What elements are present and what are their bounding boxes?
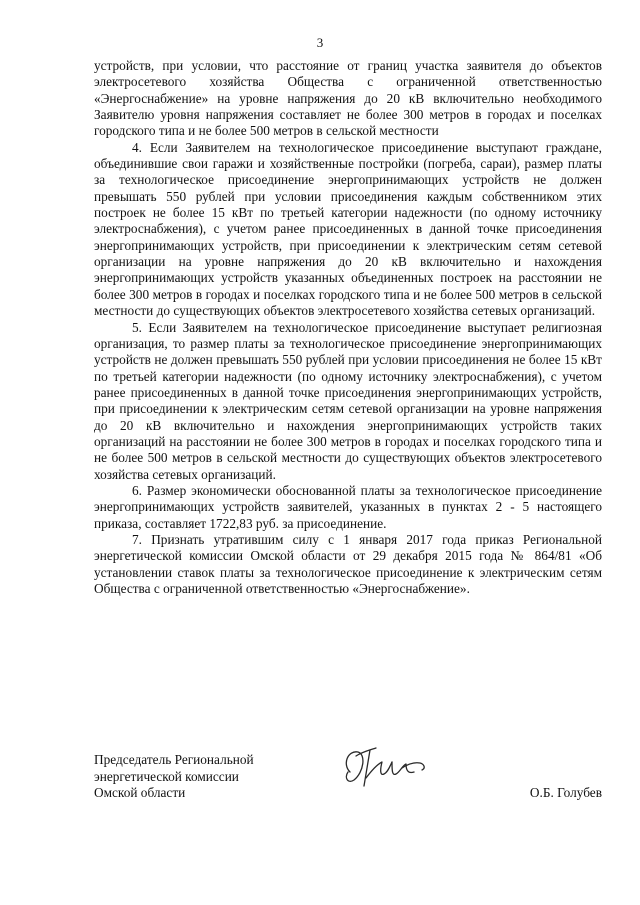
paragraph-continuation: устройств, при условии, что расстояние от границ участка заявителя до объектов электросетевого хозяйства Общества с ограниченной ответственностью «Энергоснабжение» на уровне напряжения до 20 кВ включительно необходимого Заявителю уровня напряжения составляет не более 300 метров в городах и поселках городского типа и не более 500 метров в сельской местности (94, 58, 602, 139)
signatory-title-line: Омской области (94, 785, 186, 800)
signatory-title-line: Председатель Региональной (94, 752, 254, 767)
signatory-title (94, 752, 294, 802)
paragraph-item-4: 4. Если Заявителем на технологическое присоединение выступают граждане, объединившие свои гаражи и хозяйственные постройки (погреба, сараи), размер платы за технологическое присоединение энергопринимающих устройств не должен превышать 550 рублей при условии присоединения каждым собственником этих построек не более 15 кВт по третьей категории надежности (по одному источнику электроснабжения), с учетом ранее присоединенных в данной точке присоединения энергопринимающих устройств, при присоединении к электрическим сетям сетевой организации на уровне напряжения до 20 кВ включительно и нахождения энергопринимающих устройств указанных объединенных построек на расстоянии не более 300 метров в городах и поселках городского типа и не более 500 метров в сельской местности до существующих объектов электросетевого хозяйства сетевых организаций. (94, 139, 602, 319)
paragraph-item-7: 7. Признать утратившим силу с 1 января 2017 года приказ Региональной энергетической комиссии Омской области от 29 декабря 2015 года № 864/81 «Об установлении ставок платы за технологическое присоединение к электрическим сетям Общества с ограниченной ответственностью «Энергоснабжение». (94, 531, 602, 596)
signatory-title-line: энергетической комиссии (94, 768, 239, 784)
paragraph-item-5: 5. Если Заявителем на технологическое присоединение выступает религиозная организация, то размер платы за технологическое присоединение энергопринимающих устройств не должен превышать 550 рублей при условии присоединения не более 15 кВт по третьей категории надежности (по одному источнику электроснабжения), с учетом ранее присоединенных в данной точке присоединения энергопринимающих устройств, при присоединении к электрическим сетям сетевой организации на уровне напряжения до 20 кВ включительно и нахождения энергопринимающих устройств таких организаций на расстоянии не более 300 метров в городах и поселках городского типа и не более 500 метров в сельской местности до существующих объектов электросетевого хозяйства сетевых организаций. (94, 319, 602, 482)
handwritten-signature-icon (336, 742, 432, 790)
document-body (94, 58, 602, 597)
paragraph-item-6: 6. Размер экономически обоснованной платы за технологическое присоединение энергопринимающих устройств заявителей, указанных в пунктах 2 - 5 настоящего приказа, составляет 1722,83 руб. за присоединение. (94, 482, 602, 531)
signatory-name: О.Б. Голубев (529, 785, 602, 800)
page-number: 3 (316, 35, 324, 50)
